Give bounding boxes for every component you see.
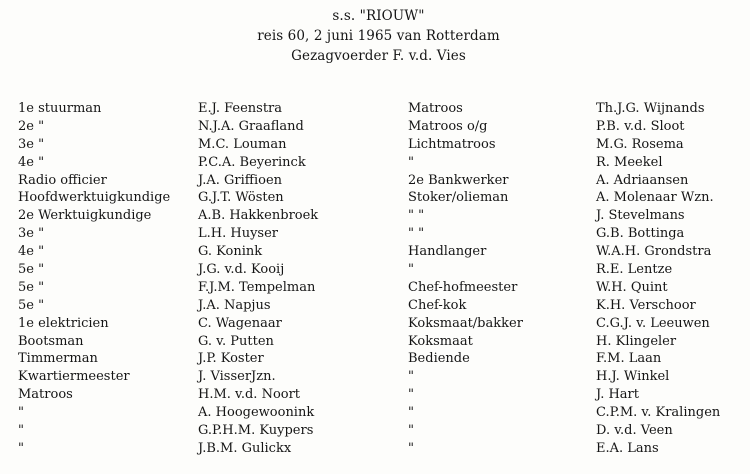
rank-right: Koksmaat/bakker — [408, 315, 523, 331]
crew-row — [0, 422, 750, 440]
rank-left: 2e " — [18, 118, 45, 134]
crew-row — [0, 172, 750, 190]
rank-left: 2e Werktuigkundige — [18, 208, 152, 224]
crew-row — [0, 333, 750, 351]
crew-row — [0, 279, 750, 297]
rank-right: " — [408, 387, 414, 403]
crew-row — [0, 136, 750, 154]
rank-right: Chef-hofmeester — [408, 279, 518, 295]
name-left: G.P.H.M. Kuypers — [198, 423, 314, 439]
rank-right: Koksmaat — [408, 333, 473, 349]
name-left: C. Wagenaar — [198, 315, 282, 331]
name-right: H.J. Winkel — [596, 369, 670, 385]
name-right: F.M. Laan — [596, 351, 662, 367]
rank-left: " — [18, 423, 24, 439]
rank-left: 5e " — [18, 279, 45, 295]
rank-right: Matroos o/g — [408, 118, 488, 134]
rank-left: 5e " — [18, 297, 45, 313]
name-left: J.A. Griffioen — [198, 172, 283, 188]
name-right: W.A.H. Grondstra — [596, 244, 712, 260]
name-right: H. Klingeler — [596, 333, 677, 349]
crew-row — [0, 154, 750, 172]
voyage-line: reis 60, 2 juni 1965 van Rotterdam — [257, 28, 500, 44]
name-left: G. Konink — [198, 244, 263, 260]
name-left: M.C. Louman — [198, 136, 287, 152]
name-right: J. Stevelmans — [596, 208, 685, 224]
rank-right: " — [408, 369, 414, 385]
rank-right: " — [408, 423, 414, 439]
rank-right: " — [408, 154, 414, 170]
rank-right: 2e Bankwerker — [408, 172, 509, 188]
name-right: C.G.J. v. Leeuwen — [596, 315, 710, 331]
rank-right: Handlanger — [408, 244, 487, 260]
name-left: H.M. v.d. Noort — [198, 387, 301, 403]
crew-row — [0, 207, 750, 225]
name-left: J.P. Koster — [198, 351, 264, 367]
name-left: L.H. Huyser — [198, 226, 278, 242]
crew-row — [0, 225, 750, 243]
rank-left: Timmerman — [18, 351, 98, 367]
rank-left: 4e " — [18, 244, 45, 260]
name-left: G.J.T. Wösten — [198, 190, 284, 206]
name-left: N.J.A. Graafland — [198, 118, 304, 134]
rank-right: Chef-kok — [408, 297, 467, 313]
name-left: P.C.A. Beyerinck — [198, 154, 306, 170]
name-left: J. VisserJzn. — [198, 369, 276, 385]
rank-right: " — [408, 262, 414, 278]
name-right: D. v.d. Veen — [596, 423, 673, 439]
rank-left: 1e elektricien — [18, 315, 109, 331]
rank-left: 3e " — [18, 226, 45, 242]
rank-left: Hoofdwerktuigkundige — [18, 190, 171, 206]
name-right: P.B. v.d. Sloot — [596, 118, 685, 134]
name-right: R. Meekel — [596, 154, 663, 170]
rank-left: " — [18, 405, 24, 421]
name-left: A.B. Hakkenbroek — [198, 208, 319, 224]
rank-left: " — [18, 440, 24, 456]
name-left: A. Hoogewoonink — [198, 405, 315, 421]
rank-right: Stoker/olieman — [408, 190, 509, 206]
name-right: A. Adriaansen — [596, 172, 689, 188]
crew-row — [0, 243, 750, 261]
crew-row — [0, 189, 750, 207]
crew-row — [0, 386, 750, 404]
name-left: J.A. Napjus — [198, 297, 271, 313]
crew-row — [0, 440, 750, 458]
crew-row — [0, 368, 750, 386]
rank-right: " — [408, 440, 414, 456]
crew-row — [0, 118, 750, 136]
crew-row — [0, 261, 750, 279]
rank-left: Matroos — [18, 387, 73, 403]
name-right: C.P.M. v. Kralingen — [596, 405, 721, 421]
name-right: W.H. Quint — [596, 279, 668, 295]
rank-left: 3e " — [18, 136, 45, 152]
rank-right: Bediende — [408, 351, 470, 367]
rank-left: 4e " — [18, 154, 45, 170]
name-right: R.E. Lentze — [596, 262, 673, 278]
rank-left: Bootsman — [18, 333, 84, 349]
captain-line: Gezagvoerder F. v.d. Vies — [291, 48, 466, 64]
name-right: Th.J.G. Wijnands — [596, 101, 705, 116]
rank-left: 5e " — [18, 262, 45, 278]
name-left: J.B.M. Gulickx — [198, 440, 292, 456]
document-header — [0, 6, 750, 66]
crew-row — [0, 350, 750, 368]
crew-table — [0, 100, 750, 458]
name-left: E.J. Feenstra — [198, 101, 283, 116]
rank-right: " " — [408, 226, 425, 242]
rank-left: 1e stuurman — [18, 101, 102, 116]
rank-right: " — [408, 405, 414, 421]
rank-left: Kwartiermeester — [18, 369, 130, 385]
name-left: J.G. v.d. Kooij — [198, 262, 285, 278]
name-right: E.A. Lans — [596, 440, 659, 456]
rank-right: Matroos — [408, 101, 463, 116]
name-left: G. v. Putten — [198, 333, 274, 349]
name-right: J. Hart — [596, 387, 639, 403]
name-right: K.H. Verschoor — [596, 297, 696, 313]
crew-row — [0, 297, 750, 315]
rank-right: Lichtmatroos — [408, 136, 496, 152]
crew-row — [0, 404, 750, 422]
crew-row — [0, 100, 750, 118]
name-left: F.J.M. Tempelman — [198, 279, 316, 295]
ship-name: s.s. "RIOUW" — [332, 8, 425, 24]
crew-row — [0, 315, 750, 333]
name-right: G.B. Bottinga — [596, 226, 685, 242]
name-right: A. Molenaar Wzn. — [596, 190, 714, 206]
name-right: M.G. Rosema — [596, 136, 684, 152]
rank-right: " " — [408, 208, 425, 224]
rank-left: Radio officier — [18, 172, 107, 188]
